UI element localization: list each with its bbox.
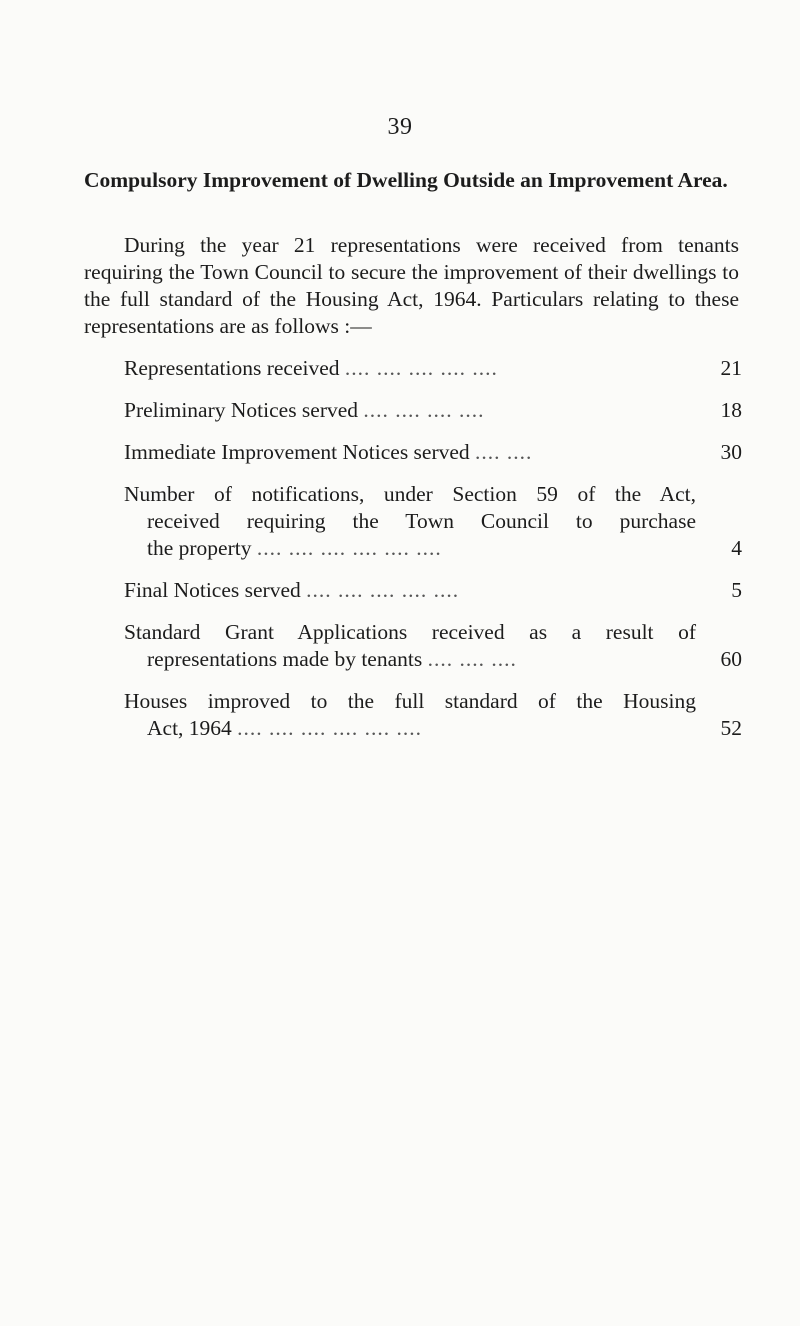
- page-number: 39: [387, 114, 413, 140]
- row-label-line: received requiring the Town Council to purchase: [147, 509, 696, 533]
- row-label: [124, 619, 742, 673]
- row-label: [124, 397, 742, 424]
- dot-leader: .... ....: [475, 440, 533, 464]
- row-label-line: [124, 439, 696, 466]
- list-item: [124, 355, 742, 382]
- row-label-line: [124, 355, 696, 382]
- row-label-line: Number of notifications, under Section 59 of the Act,: [124, 482, 696, 506]
- row-text: representations made by tenants: [147, 647, 423, 671]
- section-title: Compulsory Improvement of Dwelling Outside an Improvement Area.: [84, 168, 728, 192]
- list-item: [124, 439, 742, 466]
- row-label: [124, 481, 742, 562]
- row-label: [124, 439, 742, 466]
- row-value: 52: [720, 716, 742, 740]
- row-label: [124, 355, 742, 382]
- list-item: [124, 688, 742, 742]
- statistics-list: [124, 355, 742, 757]
- row-value: 60: [720, 647, 742, 671]
- row-value: 5: [731, 578, 742, 602]
- row-value: 18: [720, 398, 742, 422]
- dot-leader: .... .... .... .... .... ....: [256, 536, 442, 560]
- row-label-line: [124, 535, 696, 562]
- row-text: Immediate Improvement Notices served: [124, 440, 470, 464]
- row-text: Representations received: [124, 356, 340, 380]
- list-item: [124, 619, 742, 673]
- row-text: Act, 1964: [147, 716, 232, 740]
- row-label-line: Houses improved to the full standard of the Housing: [124, 689, 696, 713]
- row-label: [124, 688, 742, 742]
- row-label-line: [124, 397, 696, 424]
- row-value: 4: [731, 536, 742, 560]
- dot-leader: .... .... .... ....: [363, 398, 485, 422]
- row-label-line: [124, 715, 696, 742]
- list-item: [124, 577, 742, 604]
- row-label: [124, 577, 742, 604]
- row-text: Preliminary Notices served: [124, 398, 359, 422]
- dot-leader: .... .... ....: [427, 647, 517, 671]
- row-text: Final Notices served: [124, 578, 301, 602]
- list-item: [124, 397, 742, 424]
- row-value: 30: [720, 440, 742, 464]
- row-label-line: Standard Grant Applications received as a result of: [124, 620, 696, 644]
- dot-leader: .... .... .... .... ....: [306, 578, 460, 602]
- row-label-line: [124, 577, 696, 604]
- row-value: 21: [720, 356, 742, 380]
- row-label-line: [124, 646, 696, 673]
- intro-paragraph: During the year 21 representations were received from tenants requiring the Town Council to secure the improvement of their dwellings to the full standard of the Housing Act, 1964. Particulars relating to these representations are as follows :—: [84, 233, 739, 338]
- dot-leader: .... .... .... .... .... ....: [237, 716, 423, 740]
- row-text: the property: [147, 536, 252, 560]
- list-item: [124, 481, 742, 562]
- dot-leader: .... .... .... .... ....: [344, 356, 498, 380]
